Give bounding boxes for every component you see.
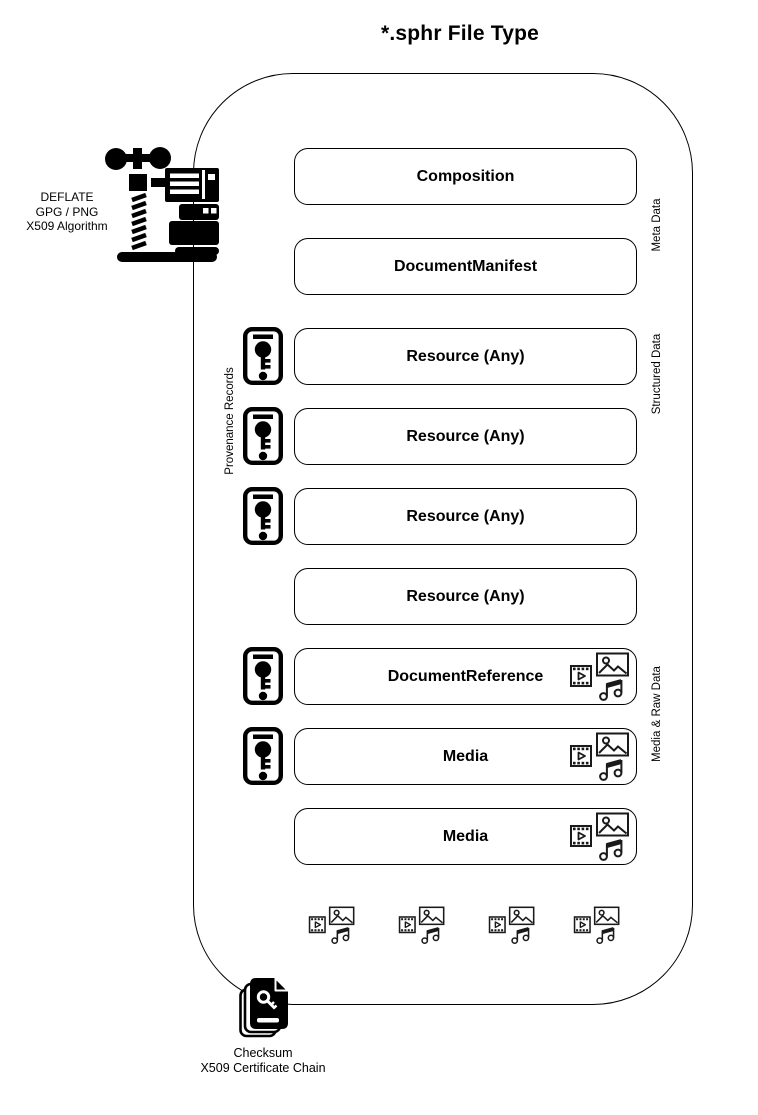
box-media-1 [294,728,637,785]
box-resource-4 [294,568,637,625]
box-label: Resource (Any) [406,587,525,605]
box-label: Media [442,827,489,845]
box-composition [294,148,637,205]
media-cluster-icon [308,906,356,945]
media-cluster-icon [398,906,446,945]
box-resource-1 [294,328,637,385]
provenance-key-icon [243,727,283,785]
annotation-line: DEFLATE [40,190,94,204]
provenance-key-icon [243,407,283,465]
media-cluster-icon [569,812,631,862]
box-label: Media [442,747,489,765]
media-cluster-icon [569,652,631,702]
section-label-structured-data: Structured Data [651,333,663,415]
box-label: DocumentReference [387,667,544,685]
media-cluster-icon [569,732,631,782]
media-cluster-icon [488,906,536,945]
provenance-key-icon [243,487,283,545]
checksum-documents-icon [239,977,291,1039]
media-cluster-icon [573,906,621,945]
checksum-annotation [113,1046,413,1076]
provenance-key-icon [243,327,283,385]
box-label: Resource (Any) [406,427,525,445]
box-media-2 [294,808,637,865]
diagram-title: *.sphr File Type [380,22,539,45]
section-label-media-raw-data: Media & Raw Data [651,666,663,762]
annotation-line: X509 Certificate Chain [200,1061,326,1075]
box-documentreference [294,648,637,705]
box-label: DocumentManifest [393,257,538,275]
box-documentmanifest [294,238,637,295]
box-resource-2 [294,408,637,465]
section-label-meta-data: Meta Data [651,198,663,252]
provenance-records-label: Provenance Records [224,367,236,475]
box-label: Composition [416,167,515,185]
annotation-line: Checksum [233,1046,293,1060]
annotation-line: GPG / PNG [35,204,99,219]
box-label: Resource (Any) [406,507,525,525]
provenance-key-icon [243,647,283,705]
annotation-line: X509 Algorithm [26,219,108,233]
box-label: Resource (Any) [406,347,525,365]
compression-annotation [0,190,134,234]
box-resource-3 [294,488,637,545]
